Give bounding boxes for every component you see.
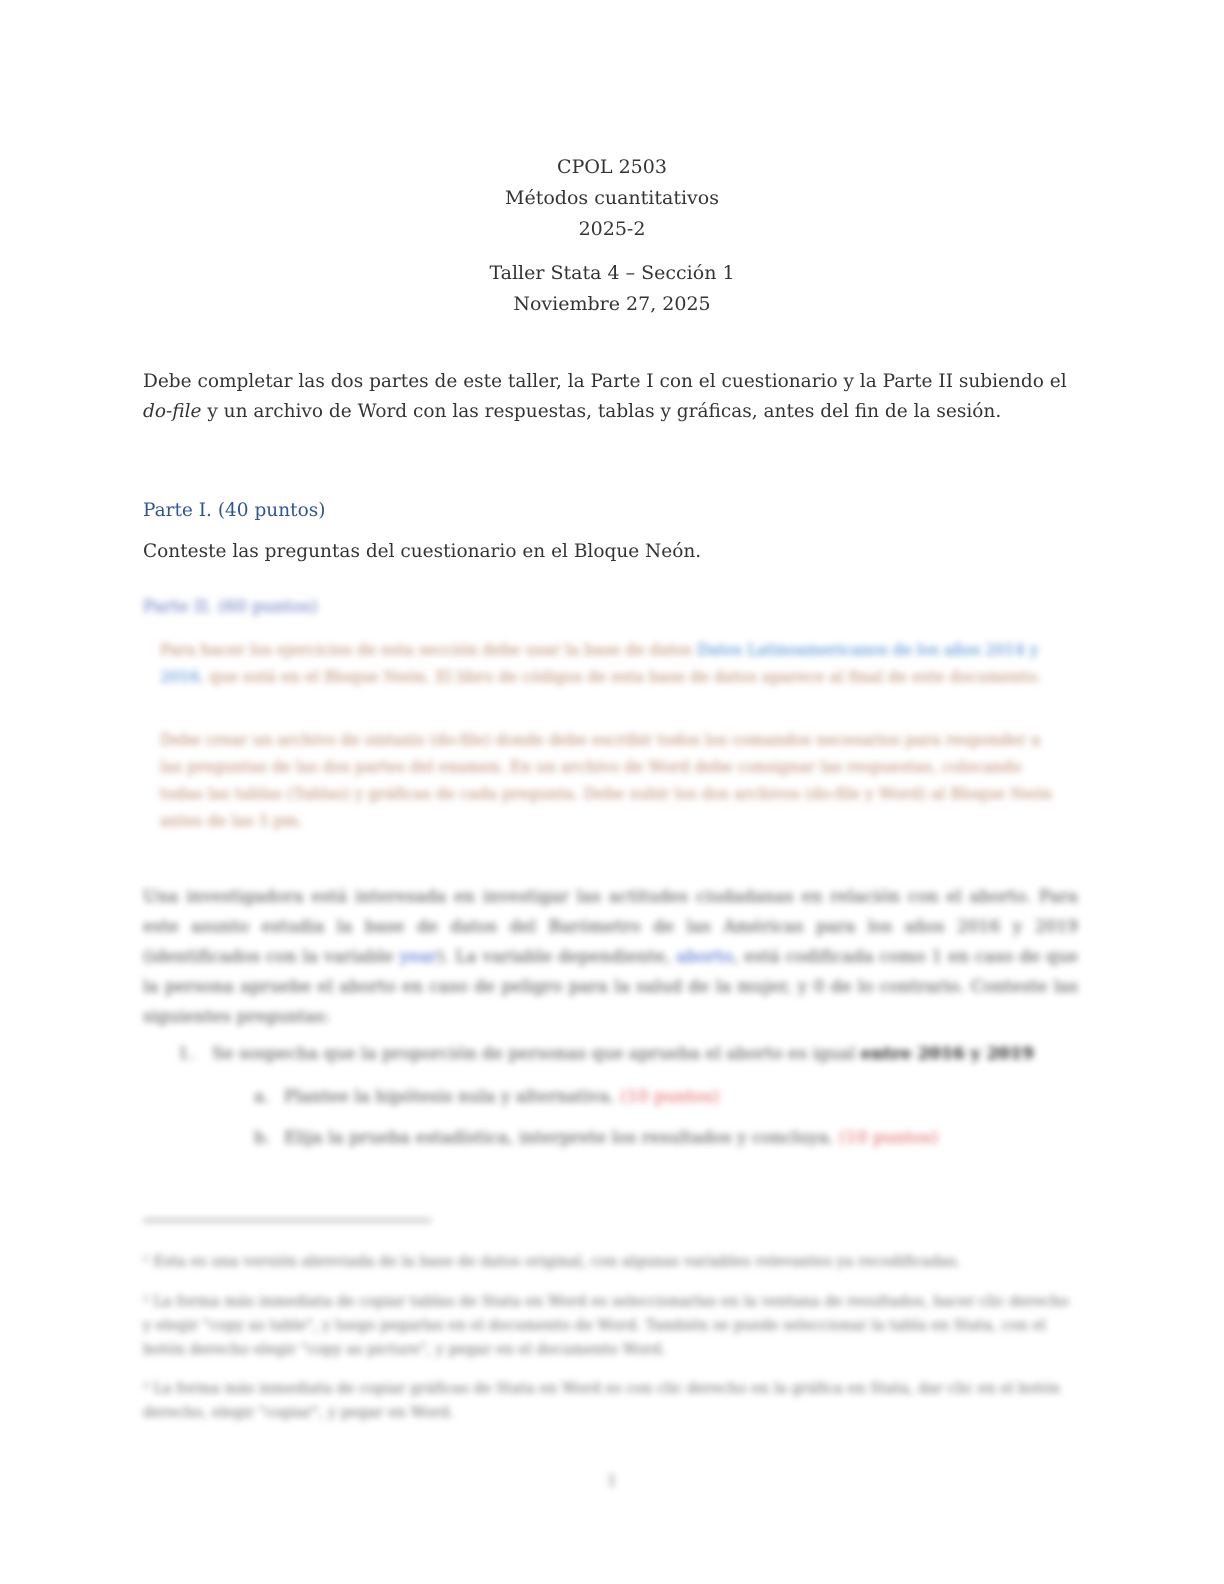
course-code: CPOL 2503: [557, 156, 667, 178]
question-1a: [254, 1087, 719, 1107]
question-1a-points: (10 puntos): [620, 1087, 720, 1107]
variable-aborto-link[interactable]: aborto: [676, 947, 733, 967]
question-1b: [254, 1128, 938, 1148]
intro-text-after: y un archivo de Word con las respuestas, tablas y gráficas, antes del fin de la sesión.: [201, 401, 1002, 422]
problem-statement: [143, 882, 1078, 1032]
part1-text: Conteste las preguntas del cuestionario en el Bloque Neón.: [143, 541, 702, 562]
body-after: , está codificada como 1 en caso de que la persona apruebe el aborto en caso de peligro para la salud de la mujer, y 0 de lo contrario. Conteste las siguientes preguntas:: [143, 947, 1079, 1027]
question-1-text: Se sospecha que la proporción de personas que aprueba el aborto es igual: [212, 1044, 861, 1064]
question-1b-letter: b.: [254, 1128, 271, 1148]
footnote-separator: [143, 1218, 431, 1223]
question-1a-letter: a.: [254, 1087, 270, 1107]
workshop-header: [0, 258, 1224, 320]
footnote-1: ¹ Esta es una versión abreviada de la base de datos original, con algunas variables relevantes ya recodificadas.: [143, 1254, 961, 1270]
question-1b-text: Elija la prueba estadística, interprete los resultados y concluya.: [284, 1128, 840, 1148]
instr1-after: , que está en el Bloque Neón. El libro de códigos de esta base de datos aparece al final de este documento.: [199, 668, 1042, 686]
footnote-3: ³ La forma más inmediata de copiar gráficas de Stata en Word es con clic derecho en la gráfica en Stata, dar clic en el botón derecho, elegir "copiar", y pegar en Word.: [143, 1381, 1060, 1421]
part2-instructions-2: Debe crear un archivo de sintaxis (do-file) donde debe escribir todos los comandos necesarios para responder a las preguntas de las dos partes del examen. En un archivo de Word debe consignar las respuestas, colocando todas las tablas (Tablas) y gráficas de cada pregunta. Debe subir los dos archivos (do-file y Word) al Bloque Neón antes de las 5 pm.: [160, 731, 1053, 830]
workshop-date: Noviembre 27, 2025: [513, 293, 711, 315]
part1-heading: Parte I. (40 puntos): [143, 500, 326, 521]
part2-instructions-1: [160, 637, 1060, 691]
part2-heading: Parte II. (60 puntos): [143, 597, 318, 617]
body-middle: ). La variable dependiente,: [437, 947, 677, 967]
footnote-2: ² La forma más inmediata de copiar tablas de Stata en Word es seleccionarlas en la ventana de resultados, hacer clic derecho y elegir "copy as table", y luego pegarlas en el documento de Word. También se puede seleccionar la tabla en Stata, con el botón derecho elegir "copy as picture", y pegar en el documento Word.: [143, 1294, 1069, 1358]
workshop-title: Taller Stata 4 – Sección 1: [489, 262, 735, 284]
course-header: [0, 152, 1224, 245]
instr1-before: Para hacer los ejercicios de esta sección debe usar la base de datos: [160, 641, 698, 659]
question-1: [178, 1044, 1058, 1064]
variable-year-link[interactable]: year: [399, 947, 438, 967]
question-1b-points: (10 puntos): [839, 1128, 939, 1148]
question-1-bold: entre 2016 y 2019: [860, 1044, 1034, 1064]
page-number: 1: [606, 1471, 618, 1490]
intro-paragraph: [143, 367, 1083, 427]
question-1a-text: Plantee la hipótesis nula y alternativa.: [284, 1087, 621, 1107]
intro-italic-dofile: do-file: [143, 401, 202, 422]
course-term: 2025-2: [578, 218, 646, 240]
intro-text-before: Debe completar las dos partes de este taller, la Parte I con el cuestionario y la Parte II subiendo el: [143, 371, 1067, 392]
course-name: Métodos cuantitativos: [505, 187, 719, 209]
body-before: Una investigadora está interesada en investigar las actitudes ciudadanas en relación con el aborto. Para este asunto estudia la base de datos del Barómetro de las Américas para los años 2016 y 2019 (identificados con la variable: [143, 887, 1078, 967]
dataset-link[interactable]: Datos Latinoamericanos de los años 2014 y 2016: [160, 641, 1039, 686]
question-1-number: 1.: [178, 1044, 195, 1064]
